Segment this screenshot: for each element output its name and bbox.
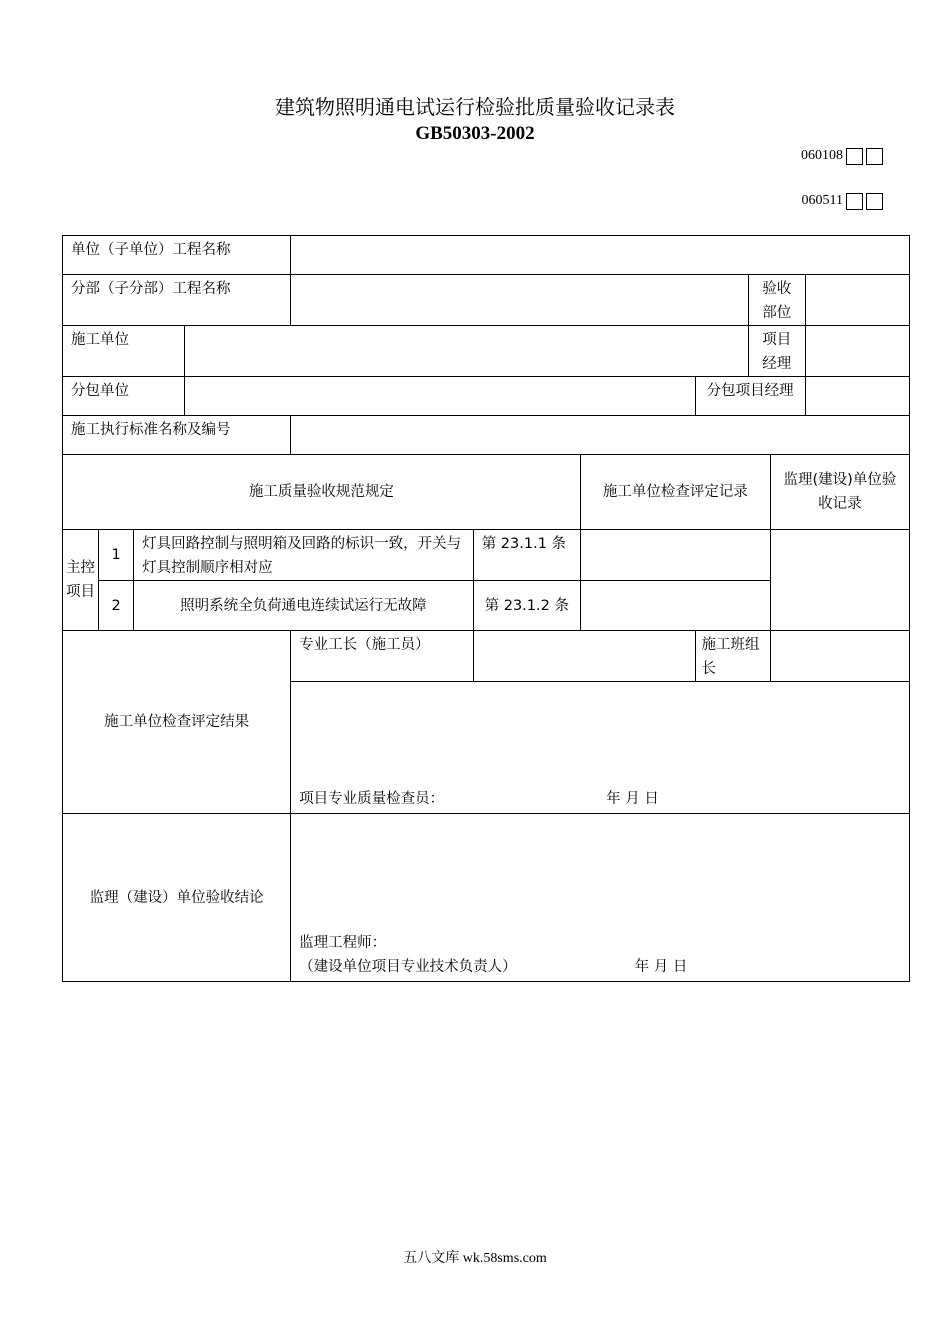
acceptance-part-field[interactable] (805, 275, 909, 326)
conclusion-label: 监理（建设）单位验收结论 (63, 814, 291, 982)
code-box[interactable] (866, 148, 883, 165)
item-1-check-record[interactable] (580, 530, 770, 581)
main-control-label: 主控项目 (63, 530, 99, 631)
item-1-text: 灯具回路控制与照明箱及回路的标识一致，开关与灯具控制顺序相对应 (134, 530, 474, 581)
item-2-clause: 第 23.1.2 条 (473, 581, 580, 631)
tech-leader-label: （建设单位项目专业技术负责人） (299, 959, 517, 975)
code-box[interactable] (866, 193, 883, 210)
item-1-no: 1 (99, 530, 134, 581)
subcontract-unit-label: 分包单位 (63, 377, 185, 416)
form-code-2 (802, 191, 883, 211)
form-code-1-text: 060108 (801, 148, 843, 163)
team-leader-field[interactable] (770, 631, 909, 682)
acceptance-part-label: 验收部位 (748, 275, 805, 326)
unit-project-name-field[interactable] (291, 236, 910, 275)
acceptance-form (62, 235, 910, 982)
subcontract-unit-field[interactable] (185, 377, 695, 416)
project-manager-field[interactable] (805, 326, 909, 377)
check-result-label: 施工单位检查评定结果 (63, 631, 291, 814)
item-supervision-record[interactable] (770, 530, 909, 631)
construction-unit-field[interactable] (185, 326, 749, 377)
conclusion-date: 年 月 日 (634, 959, 688, 975)
project-manager-label: 项目经理 (748, 326, 805, 377)
construction-unit-label: 施工单位 (63, 326, 185, 377)
unit-project-name-label: 单位（子单位）工程名称 (63, 236, 291, 275)
inspector-label: 项目专业质量检查员： (299, 791, 445, 807)
standard-name-field[interactable] (291, 416, 910, 455)
form-code-1 (801, 146, 883, 166)
item-2-check-record[interactable] (580, 581, 770, 631)
result-date: 年 月 日 (606, 791, 659, 807)
check-result-field[interactable] (291, 682, 910, 814)
check-record-column-header: 施工单位检查评定记录 (580, 455, 770, 530)
item-2-no: 2 (99, 581, 134, 631)
supervision-column-header: 监理(建设)单位验收记录 (770, 455, 909, 530)
sub-project-name-label: 分部（子分部）工程名称 (63, 275, 291, 326)
conclusion-field[interactable] (291, 814, 910, 982)
item-2-text: 照明系统全负荷通电连续试运行无故障 (134, 581, 474, 631)
standard-code: GB50303-2002 (415, 123, 535, 144)
engineer-label: 监理工程师： (299, 935, 387, 951)
subcontract-manager-field[interactable] (805, 377, 909, 416)
item-1-clause: 第 23.1.1 条 (473, 530, 580, 581)
page-title: 建筑物照明通电试运行检验批质量验收记录表 (275, 95, 675, 119)
code-box[interactable] (846, 193, 863, 210)
team-leader-label: 施工班组长 (695, 631, 770, 682)
form-code-2-text: 060511 (801, 193, 843, 208)
foreman-field[interactable] (473, 631, 695, 682)
sub-project-name-field[interactable] (291, 275, 748, 326)
spec-column-header: 施工质量验收规范规定 (63, 455, 581, 530)
code-box[interactable] (846, 148, 863, 165)
standard-name-label: 施工执行标准名称及编号 (63, 416, 291, 455)
subcontract-manager-label: 分包项目经理 (695, 377, 805, 416)
footer-watermark: 五八文库 wk.58sms.com (403, 1251, 547, 1266)
foreman-label: 专业工长（施工员） (291, 631, 474, 682)
